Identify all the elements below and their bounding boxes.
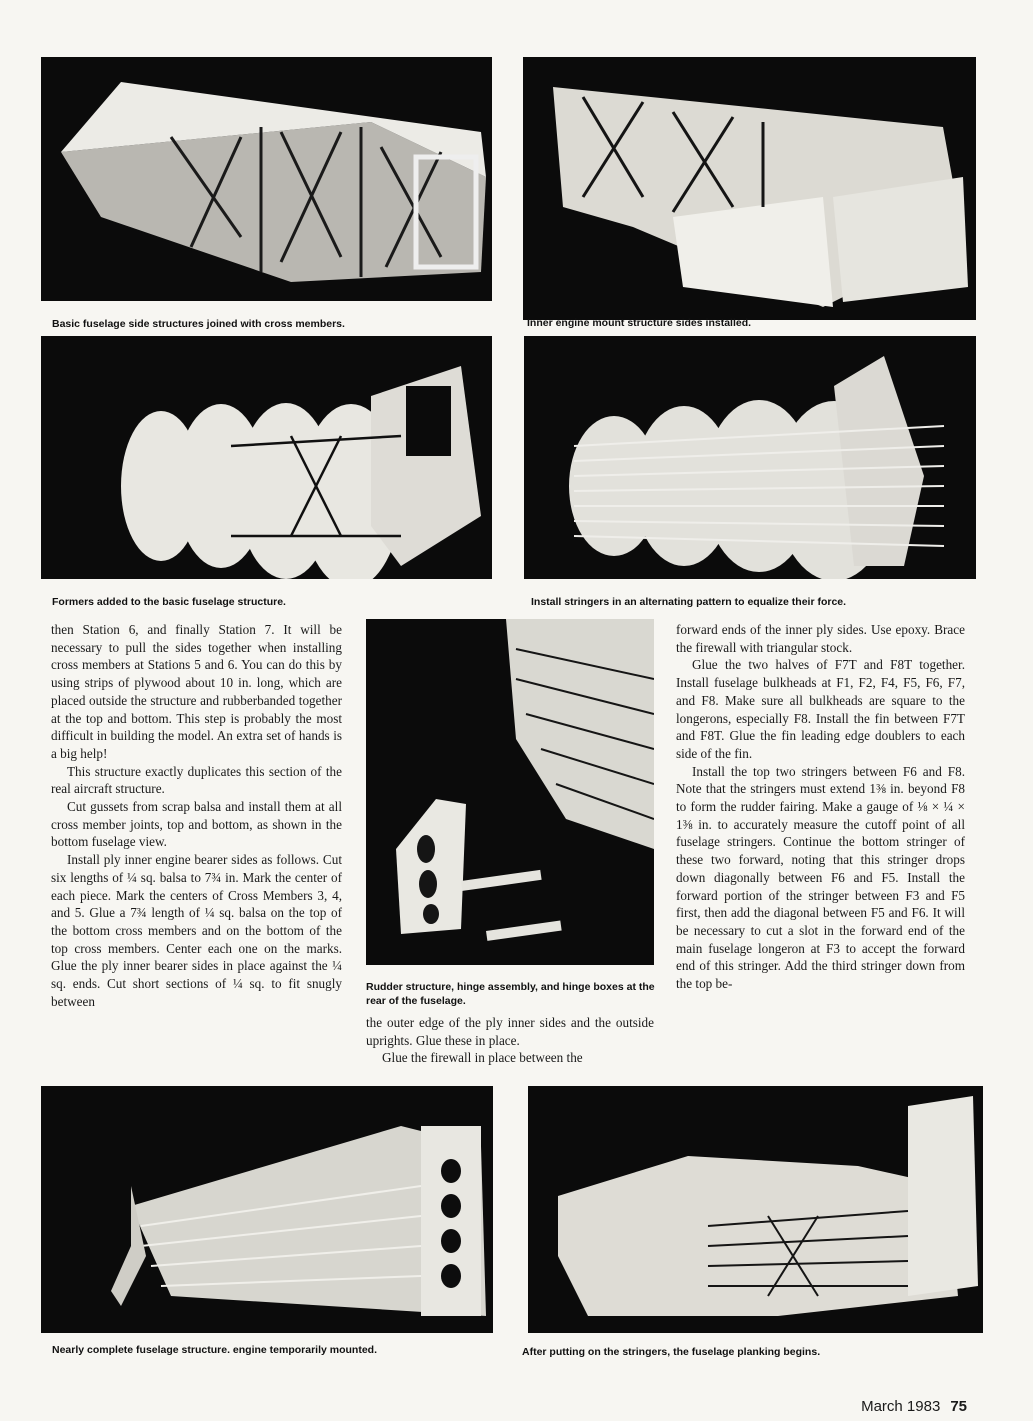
paragraph: Glue the firewall in place between the — [382, 1050, 583, 1066]
caption-photo-7: After putting on the stringers, the fuselage planking begins. — [522, 1346, 821, 1358]
photo-formers-added — [41, 336, 492, 579]
rudder-illustration — [366, 619, 654, 965]
article-column-middle — [366, 1014, 654, 1067]
paragraph: Install ply inner engine bearer sides as follows. Cut six lengths of ¼ sq. balsa to 7¾ in. Mark the center of each piece. Mark the centers of Cross Members 3, 4, and 5. Glue a 7¾ length of ¼ sq. balsa on the top of the bottom cross members and on the bottom of the top cross members. Center each one on the marks. Glue the ply inner bearer sides in place against the ¼ sq. ends. Cut short sections of ¼ sq. to fit snugly between — [51, 852, 342, 1009]
photo-fuselage-sides — [41, 57, 492, 301]
paragraph: Cut gussets from scrap balsa and install them at all cross member joints, top and bottom, as shown in the bottom fuselage view. — [51, 799, 342, 850]
paragraph: then Station 6, and finally Station 7. It will be necessary to pull the sides together when installing cross members at Stations 5 and 6. You can do this by using strips of plywood about 10 in. long, which are placed outside the structure and rubberbanded together at the top and bottom. This step is probably the most difficult in building the model. An extra set of hands is a big help! — [51, 622, 342, 761]
planking-illustration — [528, 1086, 983, 1333]
caption-photo-5-text: Rudder structure, hinge assembly, and hinge boxes at the rear of the fuselage. — [366, 981, 655, 1007]
photo-rudder-structure — [366, 619, 654, 965]
article-column-right — [676, 621, 965, 993]
caption-photo-1: Basic fuselage side structures joined with cross members. — [52, 318, 345, 330]
paragraph: This structure exactly duplicates this section of the real aircraft structure. — [51, 763, 342, 797]
page-number: 75 — [950, 1398, 967, 1415]
caption-photo-6: Nearly complete fuselage structure. engine temporarily mounted. — [52, 1344, 378, 1356]
photo-planking — [528, 1086, 983, 1333]
paragraph: the outer edge of the ply inner sides and the outside uprights. Glue these in place. — [366, 1015, 654, 1048]
formers-illustration — [41, 336, 492, 579]
caption-photo-5 — [366, 980, 666, 1008]
engine-mount-illustration — [523, 57, 976, 320]
caption-photo-4: Install stringers in an alternating pattern to equalize their force. — [531, 596, 847, 608]
paragraph: Glue the two halves of F7T and F8T together. Install fuselage bulkheads at F1, F2, F4, F5, F6, F7, and F8. Make sure all bulkheads are square to the longerons, especially F8. Install the fin between F7T and F8T. Glue the fin leading edge doublers to each side of the fin. — [676, 657, 965, 761]
photo-engine-mount — [523, 57, 976, 320]
stringers-illustration — [524, 336, 976, 579]
photo-stringers — [524, 336, 976, 579]
page-footer — [861, 1398, 967, 1415]
complete-fuselage-illustration — [41, 1086, 493, 1333]
paragraph: forward ends of the inner ply sides. Use epoxy. Brace the firewall with triangular stock. — [676, 622, 965, 655]
article-column-left — [51, 621, 342, 1010]
caption-photo-2: Inner engine mount structure sides installed. — [527, 317, 752, 329]
fuselage-frame-illustration — [41, 57, 492, 301]
issue-date: March 1983 — [861, 1398, 941, 1415]
caption-photo-3: Formers added to the basic fuselage structure. — [52, 596, 286, 608]
paragraph: Install the top two stringers between F6 and F8. Note that the stringers must extend 1⅜ in. beyond F8 to form the rudder fairing. Make a gauge of ⅛ × ¼ × 1⅜ in. to accurately measure the cutoff point of all fuselage stringers. Continue the bottom stringer of these two forward, noting that this stringer drops down diagonally between F6 and F5. Install the forward portion of the stringer between F3 and F5 first, then add the diagonal between F5 and F6. It will be necessary to cut a slot in the forward end of the main fuselage longeron at F3 to accept the forward end of this stringer. Add the third stringer down from the top be- — [676, 763, 965, 992]
photo-nearly-complete — [41, 1086, 493, 1333]
